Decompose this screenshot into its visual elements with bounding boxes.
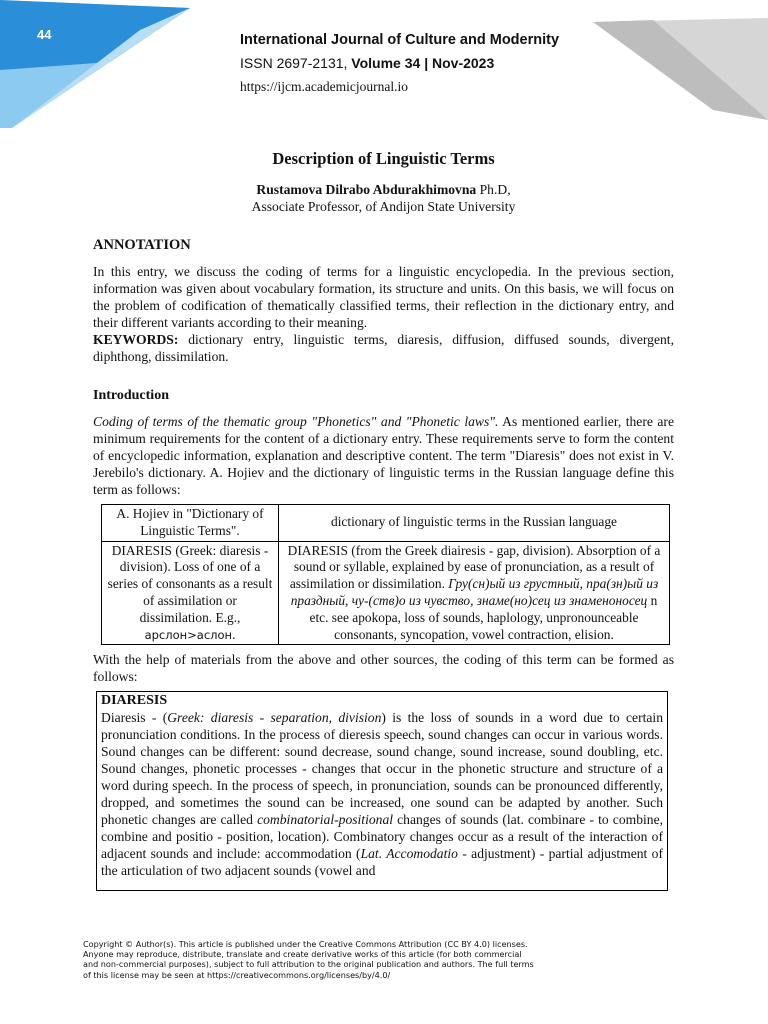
introduction-italic-lead: Coding of terms of the thematic group "Phonetics" and "Phonetic laws".	[93, 414, 499, 429]
page-number: 44	[37, 27, 52, 42]
copyright-footer	[83, 939, 643, 980]
author-affiliation: Associate Professor, of Andijon State University	[251, 199, 516, 214]
diaresis-etymology: Greek: diaresis - separation, division	[167, 710, 382, 726]
diaresis-entry-box	[96, 691, 668, 891]
footer-line: Copyright © Author(s). This article is published under the Creative Commons Attribution (CC BY 4.0) licenses.	[83, 939, 528, 949]
volume: Volume 34	[351, 55, 421, 71]
article-title: Description of Linguistic Terms	[272, 149, 495, 168]
table-header-hojiev: A. Hojiev in "Dictionary of Linguistic Terms".	[102, 505, 279, 542]
russian-definition-text: DIARESIS (from the Greek diairesis - gap, division). Absorption of a sound or syllable, explained by ease of pronunciation, as a result of assimilation or dissimilation.	[287, 542, 661, 592]
author-line	[93, 181, 674, 198]
diaresis-text-part: - adjustment) - partial adjustment of the articulation of two adjacent sounds (vowel and	[101, 846, 663, 879]
footer-line: of this license may be seen at https://creativecommons.org/licenses/by/4.0/	[83, 969, 391, 980]
diaresis-text-part: changes of sounds (lat. combinare - to combine, combine and positio - position, location). Combinatory changes occur as a result of the interaction of adjacent sounds and include: accommodation (	[101, 812, 663, 862]
footer-line: Anyone may reproduce, distribute, translate and create derivative works of this article (for both commercial	[83, 949, 522, 960]
journal-url[interactable]: https://ijcm.academicjournal.io	[240, 79, 408, 94]
issue-date: Nov-2023	[432, 55, 495, 71]
table-row	[102, 505, 670, 542]
introduction-text	[93, 413, 674, 498]
diaresis-text	[101, 709, 663, 879]
diaresis-heading: DIARESIS	[101, 693, 168, 709]
table-cell-russian-definition	[279, 541, 670, 645]
author-degree: Ph.D,	[476, 182, 511, 197]
journal-issn-line	[240, 55, 559, 71]
footer-line: and non-commercial purposes), subject to full attribution to the original publication and authors. The full terms	[83, 959, 534, 970]
corner-decoration-left	[0, 0, 200, 130]
table-row	[102, 541, 670, 645]
diaresis-text-part: ) is the loss of sounds in a word due to certain pronunciation conditions. In the process of dieresis speech, sound changes can occur in various words. Sound changes can be different: sound decrease, sound change, sound increase, sound doubling, etc. Sound changes, phonetic processes - changes that occur in the phonetic structure and structure of a word during speech. In the process of speech, in pronunciation, sounds can be pronounced differently, dropped, and sometimes the sound can be increased, one sound can be adapted by another. Such phonetic changes are called	[101, 710, 663, 828]
after-table-text: With the help of materials from the above and other sources, the coding of this term can be formed as follows:	[93, 652, 674, 685]
introduction-body: As mentioned earlier, there are minimum requirements for the content of a dictionary entry. These requirements serve to form the content of encyclopedic information, explanation and descriptive content. The term "Diaresis" does not exist in V. Jerebilo's dictionary. A. Hojiev and the dictionary of linguistic terms in the Russian language define this term as follows:	[93, 414, 674, 497]
hojiev-definition-end: .	[232, 626, 236, 642]
article-body	[93, 150, 674, 891]
diaresis-term-combinatorial: combinatorial-positional	[257, 812, 394, 828]
annotation-heading: ANNOTATION	[93, 237, 191, 253]
keywords	[93, 331, 674, 365]
introduction-heading: Introduction	[93, 388, 169, 403]
russian-examples: Гру(сн)ый из грустный, пра(зн)ый из праздный, чу-(ств)о из чувство, знаме(но)сец из знаменоносец	[290, 576, 659, 608]
diaresis-term-latin: Lat. Accomodatio	[360, 846, 458, 862]
keywords-text: dictionary entry, linguistic terms, diaresis, diffusion, diffused sounds, divergent, diphthong, dissimilation.	[93, 332, 674, 364]
separator: |	[424, 55, 429, 71]
author-name: Rustamova Dilrabo Abdurakhimovna	[256, 182, 477, 197]
annotation-text: In this entry, we discuss the coding of terms for a linguistic encyclopedia. In the previous section, information was given about vocabulary formation, its structure and units. On this basis, we will focus on the problem of codification of thematically classified terms, their reflection in the dictionary entry, and their different variants according to their meaning.	[93, 264, 674, 330]
keywords-label: KEYWORDS:	[93, 332, 179, 347]
corner-decoration-right	[593, 0, 768, 125]
russian-definition-end: n etc. see apokopa, loss of sounds, haplology, unpronounceable consonants, syncopation, vowel contraction, elision.	[309, 592, 658, 642]
hojiev-definition-text: DIARESIS (Greek: diaresis - division). Loss of one of a series of consonants as a result of assimilation or dissimilation. E.g.,	[107, 542, 273, 625]
definition-table	[101, 504, 670, 645]
journal-header	[240, 32, 559, 95]
journal-title: International Journal of Culture and Modernity	[240, 32, 560, 48]
hojiev-example: арслон>аслон	[144, 627, 233, 642]
table-cell-hojiev-definition	[102, 541, 279, 645]
table-header-russian-dictionary: dictionary of linguistic terms in the Russian language	[279, 505, 670, 542]
issn: ISSN 2697-2131,	[240, 55, 348, 71]
diaresis-text-part: Diaresis - (	[101, 710, 168, 726]
